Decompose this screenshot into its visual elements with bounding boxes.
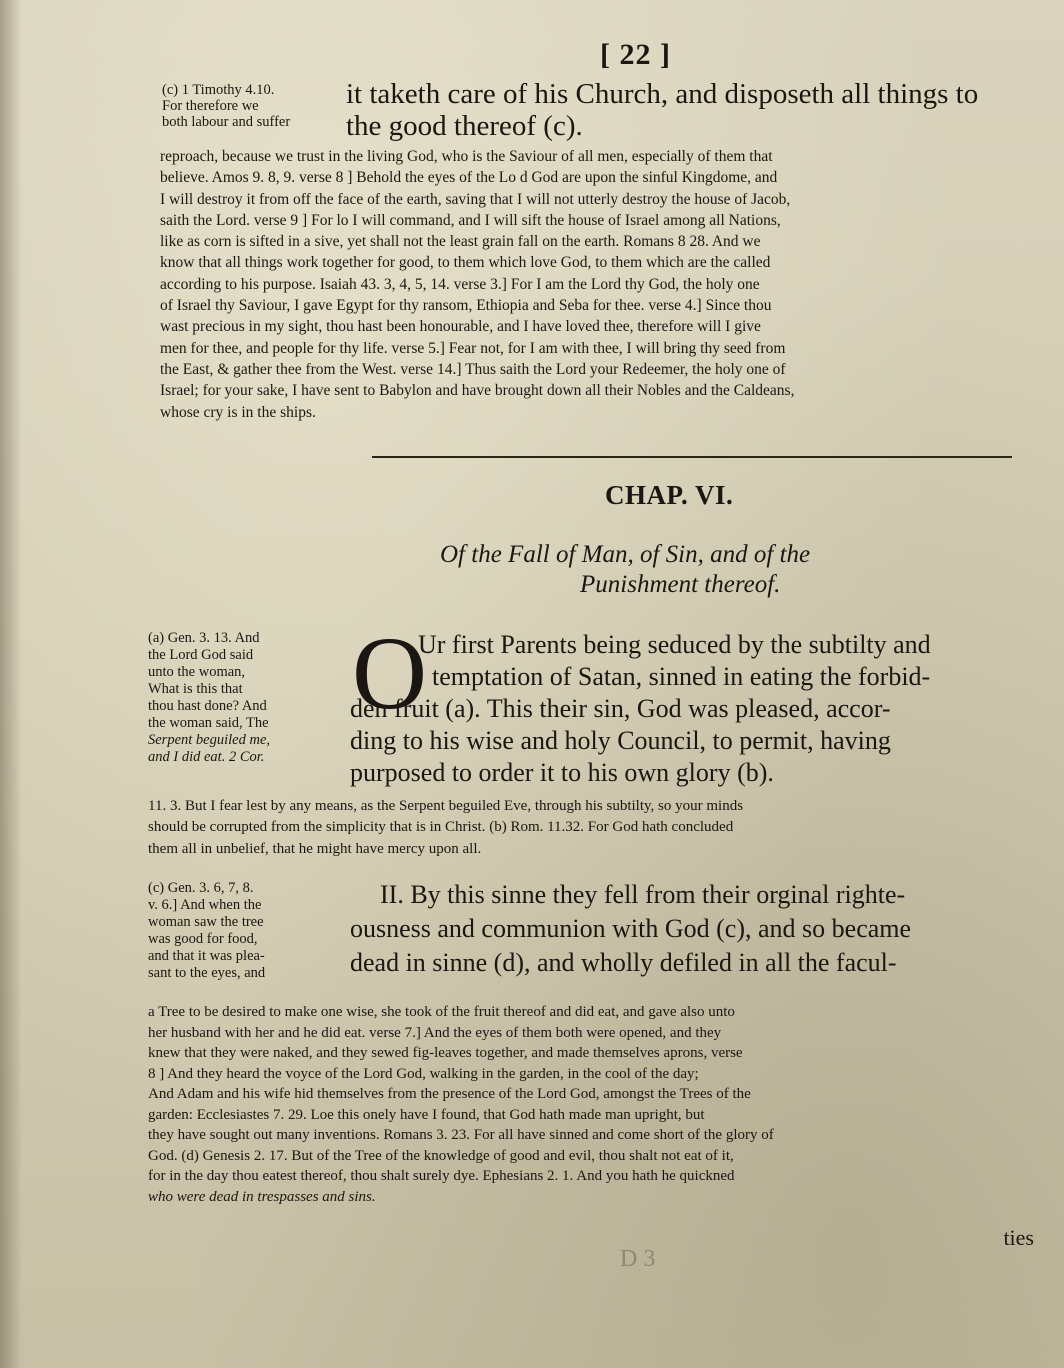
top-text-line-2: the good thereof (c). — [346, 110, 583, 142]
side-note-c — [148, 880, 348, 982]
side-note-line: the woman said, The — [148, 715, 269, 731]
para1-line-2: temptation of Satan, sinned in eating the forbid- — [432, 662, 931, 691]
footnote-line: whose cry is in the ships. — [160, 403, 316, 421]
footnote-line: the East, & gather thee from the West. verse 14.] Thus saith the Lord your Redeemer, the holy one of — [160, 360, 786, 378]
para2-line-3: dead in sinne (d), and wholly defiled in all the facul- — [350, 948, 897, 977]
footnote-line: believe. Amos 9. 8, 9. verse 8 ] Behold the eyes of the Lo d God are upon the sinful Kingdome, and — [160, 169, 778, 187]
footnote-line: knew that they were naked, and they sewed fig-leaves together, and made themselves aprons, verse — [148, 1045, 743, 1061]
footnote-line: know that all things work together for good, to them which love God, to them which are the called — [160, 254, 771, 272]
footnote-line: 11. 3. But I fear lest by any means, as the Serpent beguiled Eve, through his subtilty, so your minds — [148, 798, 744, 814]
footnote-line: I will destroy it from off the face of the earth, saving that I will not utterly destroy the house of Jacob, — [160, 190, 791, 208]
side-note-line: unto the woman, — [148, 664, 246, 680]
footnote-line: men for thee, and people for thy life. verse 5.] Fear not, for I am with thee, I will bring thy seed from — [160, 339, 786, 357]
catchword: ties — [1003, 1225, 1034, 1250]
footnote-line: saith the Lord. verse 9 ] For lo I will command, and I will sift the house of Israel among all Nations, — [160, 211, 781, 229]
para2-line-2: ousness and communion with God (c), and so became — [350, 914, 912, 943]
top-text-line-1: it taketh care of his Church, and disposeth all things to — [346, 78, 979, 110]
para2-line-1: II. By this sinne they fell from their orginal righte- — [380, 880, 906, 909]
footnote-block-3 — [148, 1002, 1018, 1207]
para1-line-3: den fruit (a). This their sin, God was pleased, accor- — [350, 694, 891, 723]
side-note-line: the Lord God said — [148, 647, 254, 663]
side-note-line: (a) Gen. 3. 13. And — [148, 630, 260, 646]
side-note-line: v. 6.] And when the — [148, 897, 262, 913]
para1-line-5: purposed to order it to his own glory (b). — [350, 758, 774, 787]
chapter-subtitle-2: Punishment thereof. — [580, 571, 781, 598]
side-note-line: thou hast done? And — [148, 698, 267, 714]
side-note-line: was good for food, — [148, 931, 258, 947]
footnote-block-1 — [160, 146, 1020, 423]
chapter-title: CHAP. VI. — [605, 480, 734, 510]
footnote-line: like as corn is sifted in a sive, yet shall not the least grain fall on the earth. Romans 8 28. And we — [160, 233, 761, 251]
signature-mark: D 3 — [620, 1246, 656, 1272]
footnote-line: according to his purpose. Isaiah 43. 3, 4, 5, 14. verse 3.] For I am the Lord thy God, the holy one — [160, 275, 760, 293]
side-note-line: and that it was plea- — [148, 948, 265, 964]
footnote-line: for in the day thou eatest thereof, thou shalt surely dye. Ephesians 2. 1. And you hath he quickned — [148, 1168, 735, 1184]
side-note-line: woman saw the tree — [148, 914, 264, 930]
footnote-block-2 — [148, 796, 1018, 860]
footnote-line: And Adam and his wife hid themselves from the presence of the Lord God, amongst the Trees of the — [148, 1086, 751, 1102]
para1-line-1: Ur first Parents being seduced by the subtilty and — [418, 630, 931, 659]
footnote-line: wast precious in my sight, thou hast been honourable, and I have loved thee, therefore will I give — [160, 318, 761, 336]
footnote-line: God. (d) Genesis 2. 17. But of the Tree of the knowledge of good and evil, thou shalt not eat of it, — [148, 1147, 734, 1164]
footnote-line: Israel; for your sake, I have sent to Babylon and have brought down all their Nobles and the Caldeans, — [160, 382, 795, 400]
section-divider — [372, 456, 1012, 458]
chapter-subtitle-1: Of the Fall of Man, of Sin, and of the — [440, 541, 811, 568]
footnote-line: a Tree to be desired to make one wise, she took of the fruit thereof and did eat, and gave also unto — [148, 1004, 735, 1020]
footnote-line: garden: Ecclesiastes 7. 29. Loe this onely have I found, that God hath made man upright, but — [148, 1106, 705, 1123]
side-note-line: sant to the eyes, and — [148, 965, 266, 981]
side-note-top-3: both labour and suffer — [162, 114, 291, 130]
side-note-top-2: For therefore we — [162, 98, 259, 114]
footnote-line: they have sought out many inventions. Romans 3. 23. For all have sinned and come short of the glory of — [148, 1127, 774, 1143]
page-edge-shadow — [0, 0, 22, 1368]
footnote-line: should be corrupted from the simplicity that is in Christ. (b) Rom. 11.32. For God hath concluded — [148, 819, 734, 836]
footnote-line: her husband with her and he did eat. verse 7.] And the eyes of them both were opened, and they — [148, 1024, 722, 1041]
side-note-line: and I did eat. 2 Cor. — [148, 749, 265, 765]
side-note-top-1: (c) 1 Timothy 4.10. — [162, 82, 275, 98]
side-note-line: What is this that — [148, 681, 243, 697]
footnote-line: who were dead in trespasses and sins. — [148, 1188, 376, 1205]
footnote-line: them all in unbelief, that he might have mercy upon all. — [148, 840, 482, 857]
footnote-line: reproach, because we trust in the living God, who is the Saviour of all men, especially of them that — [160, 148, 773, 165]
drop-cap: O — [352, 616, 428, 731]
side-note-line: Serpent beguiled me, — [148, 732, 271, 748]
side-note-line: (c) Gen. 3. 6, 7, 8. — [148, 880, 254, 896]
side-note-a — [148, 630, 343, 766]
para1-line-4: ding to his wise and holy Council, to permit, having — [350, 726, 891, 755]
footnote-line: 8 ] And they heard the voyce of the Lord God, walking in the garden, in the cool of the day; — [148, 1065, 699, 1082]
page-number: [ 22 ] — [600, 38, 671, 71]
footnote-line: of Israel thy Saviour, I gave Egypt for thy ransom, Ethiopia and Seba for thee. verse 4.] Since thou — [160, 297, 772, 315]
